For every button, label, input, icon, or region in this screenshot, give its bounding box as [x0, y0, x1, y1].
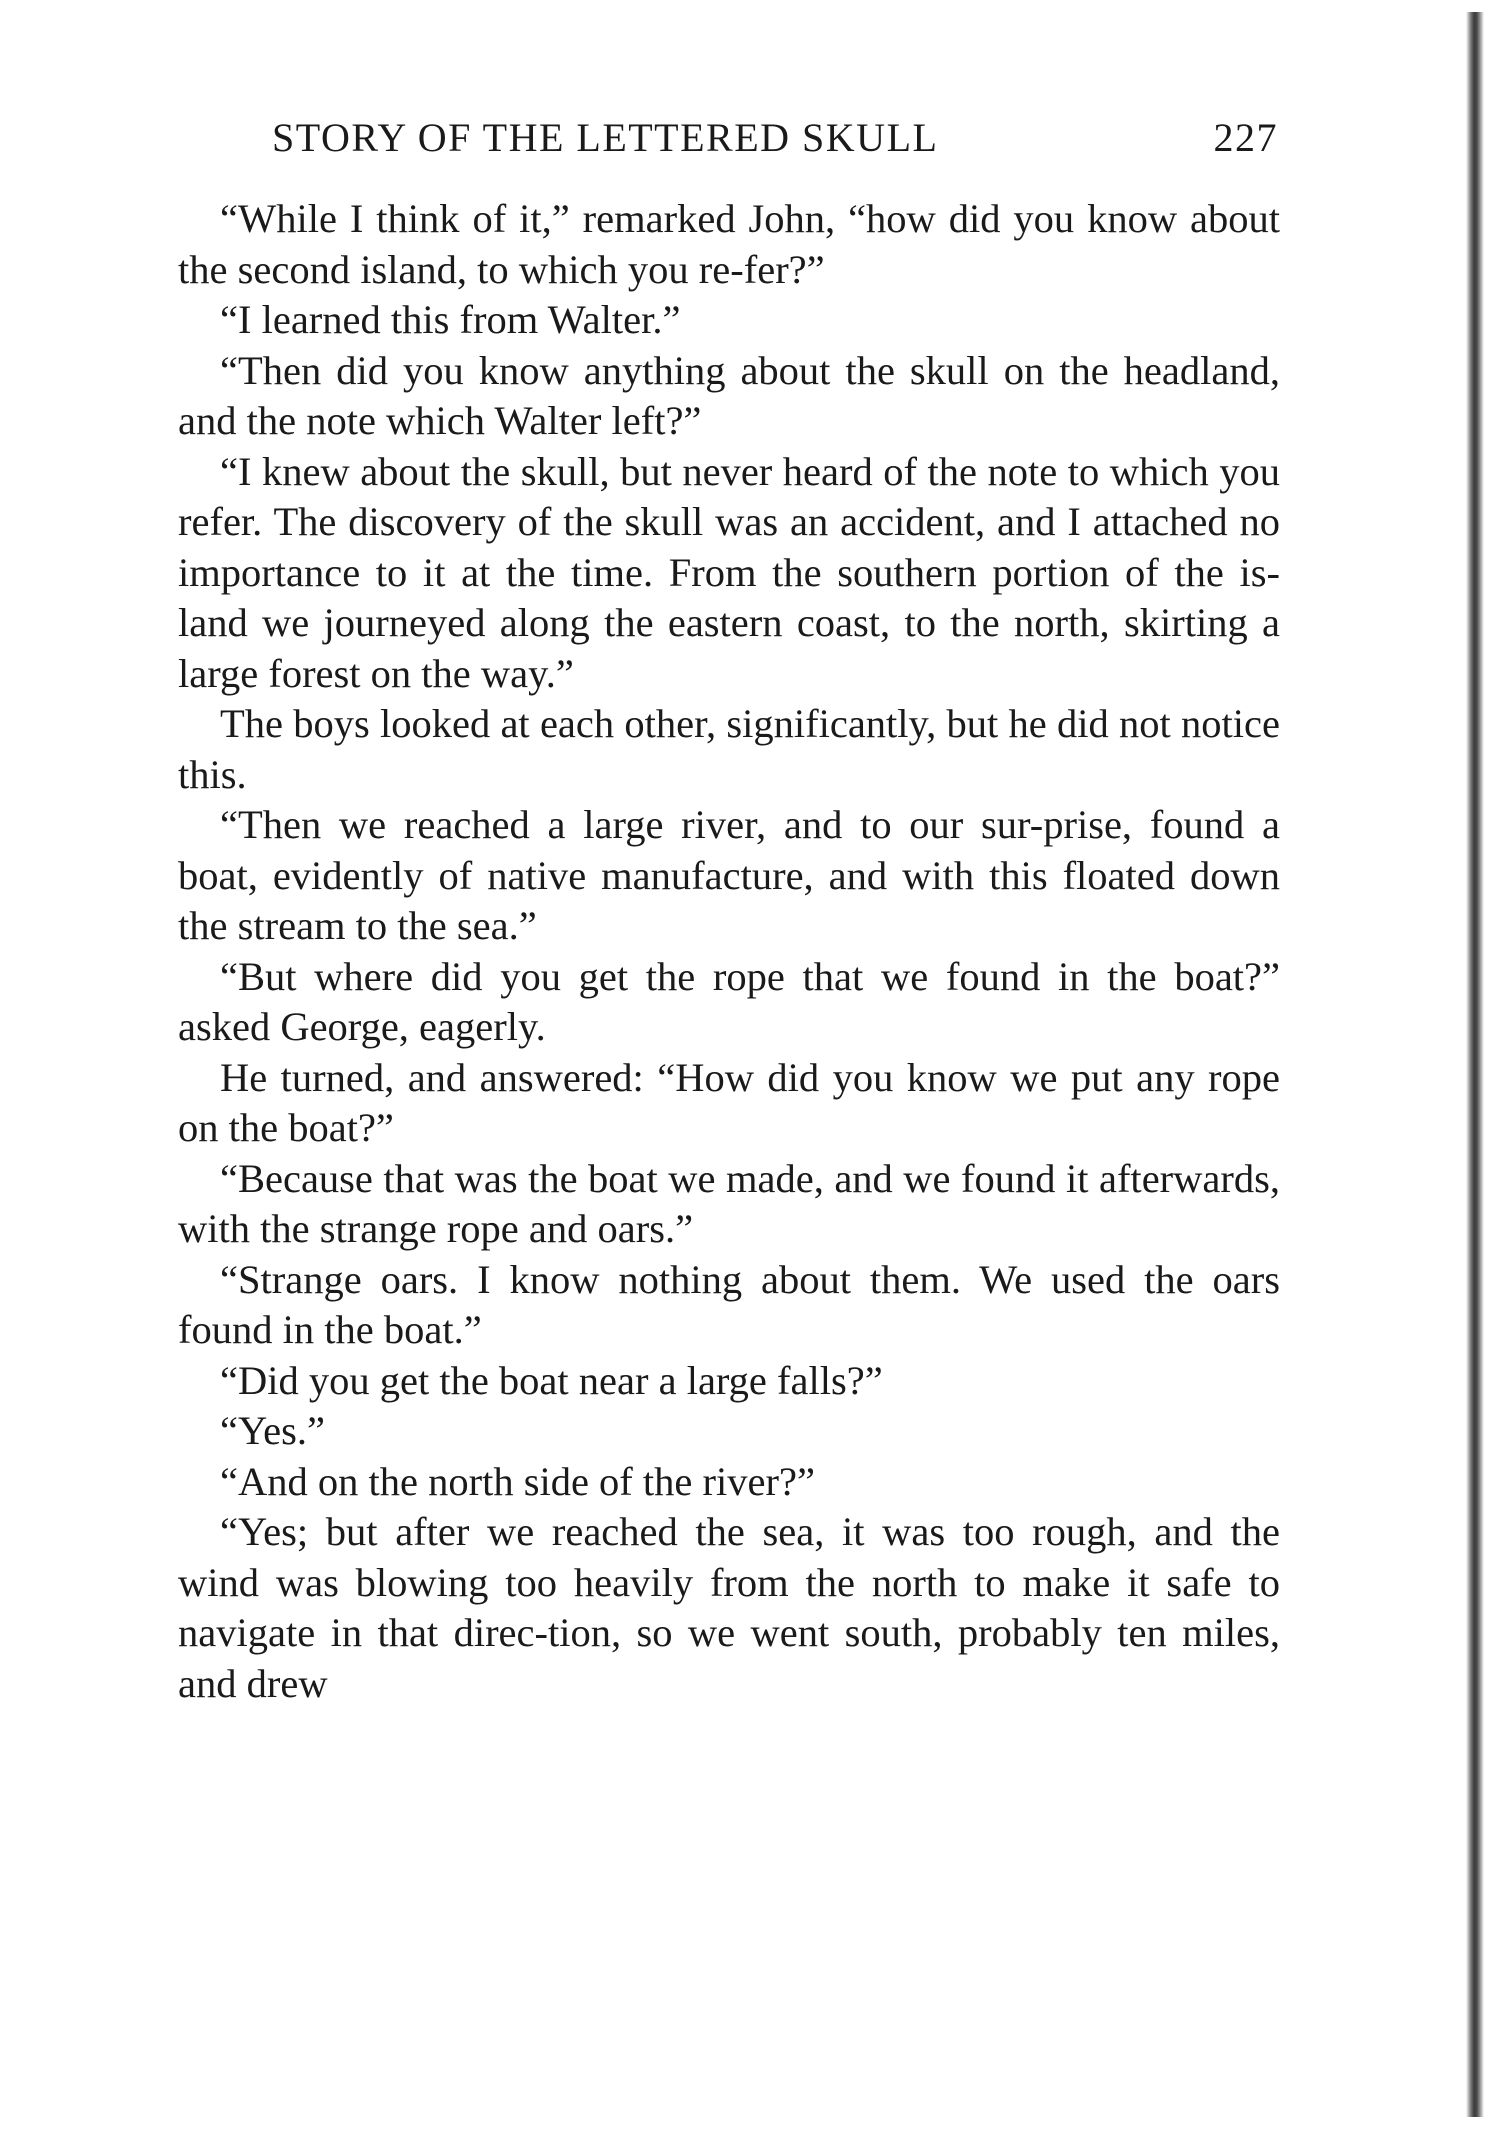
paragraph: “I knew about the skull, but never heard of the note to which you refer. The discovery of the skull was an accident, and I attached no importance to it at the time. From the southern portion of the is-land we journeyed along the eastern coast, to the north, skirting a large forest on the way.” [178, 448, 1280, 696]
paragraph: “While I think of it,” remarked John, “how did you know about the second island, to which you re-fer?” [178, 196, 1280, 292]
page-gutter-edge [1466, 12, 1484, 2117]
body-text [178, 194, 1280, 1709]
page-number: 227 [1213, 115, 1278, 160]
running-head [176, 108, 1278, 168]
paragraph: He turned, and answered: “How did you know we put any rope on the boat?” [178, 1054, 1280, 1150]
paragraph: The boys looked at each other, significantly, but he did not notice this. [178, 701, 1280, 797]
paragraph: “I learned this from Walter.” [220, 297, 681, 342]
paragraph: “Then did you know anything about the skull on the headland, and the note which Walter left?” [178, 347, 1280, 443]
paragraph: “Did you get the boat near a large falls?” [220, 1357, 883, 1403]
paragraph: “But where did you get the rope that we found in the boat?” asked George, eagerly. [178, 953, 1280, 1049]
paragraph: “Then we reached a large river, and to our sur-prise, found a boat, evidently of native manufacture, and with this floated down the stream to the sea.” [178, 802, 1280, 948]
paragraph: “Because that was the boat we made, and we found it afterwards, with the strange rope and oars.” [178, 1155, 1280, 1251]
paragraph: “Strange oars. I know nothing about them. We used the oars found in the boat.” [178, 1256, 1280, 1352]
paragraph: “And on the north side of the river?” [220, 1458, 815, 1504]
paragraph: “Yes; but after we reached the sea, it was too rough, and the wind was blowing too heavily from the north to make it safe to navigate in that direc-tion, so we went south, probably ten miles, and drew [178, 1509, 1280, 1706]
running-title: STORY OF THE LETTERED SKULL [272, 115, 939, 160]
paragraph: “Yes.” [220, 1408, 326, 1453]
